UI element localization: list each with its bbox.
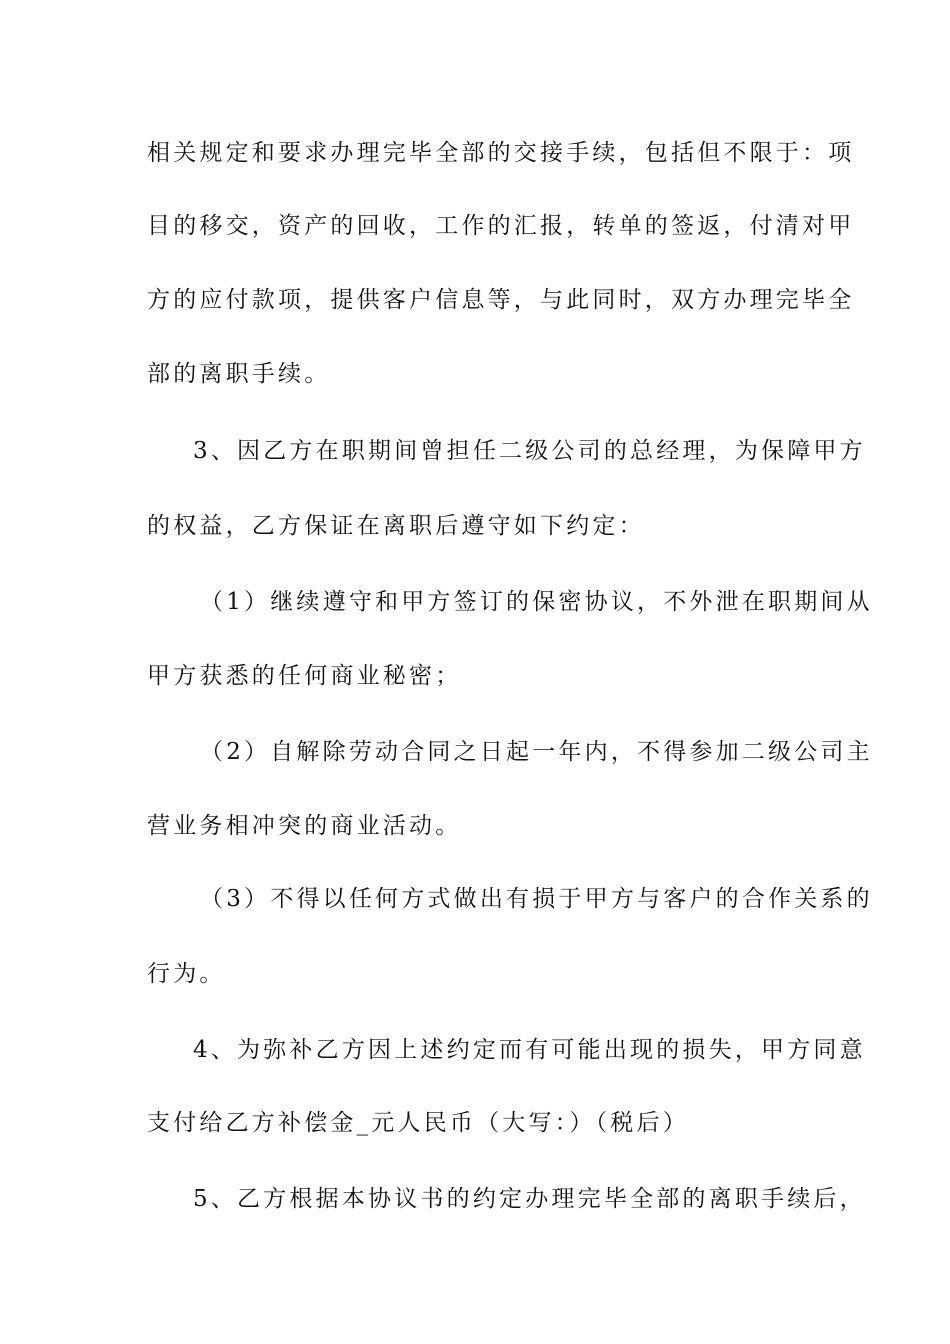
text-line-10: 营业务相冲突的商业活动。 <box>147 813 462 839</box>
text-line-9: （2）自解除劳动合同之日起一年内，不得参加二级公司主 <box>200 739 873 765</box>
text-line-2: 目的移交，资产的回收，工作的汇报，转单的签返，付清对甲 <box>147 213 855 239</box>
text-line-7: （1）继续遵守和甲方签订的保密协议，不外泄在职期间从 <box>200 589 873 615</box>
text-line-6: 的权益，乙方保证在离职后遵守如下约定： <box>147 513 645 539</box>
text-line-15: 5、乙方根据本协议书的约定办理完毕全部的离职手续后， <box>193 1186 866 1212</box>
text-line-1: 相关规定和要求办理完毕全部的交接手续，包括但不限于：项 <box>147 140 855 166</box>
text-line-4: 部的离职手续。 <box>147 361 331 387</box>
text-line-8: 甲方获悉的任何商业秘密； <box>147 663 462 689</box>
text-line-5: 3、因乙方在职期间曾担任二级公司的总经理，为保障甲方 <box>193 438 866 464</box>
text-line-3: 方的应付款项，提供客户信息等，与此同时，双方办理完毕全 <box>147 287 855 313</box>
text-line-11: （3）不得以任何方式做出有损于甲方与客户的合作关系的 <box>200 886 873 912</box>
text-line-14: 支付给乙方补偿金_元人民币（大写：）（税后） <box>147 1110 689 1136</box>
text-line-13: 4、为弥补乙方因上述约定而有可能出现的损失，甲方同意 <box>193 1037 866 1063</box>
text-line-12: 行为。 <box>147 961 226 987</box>
